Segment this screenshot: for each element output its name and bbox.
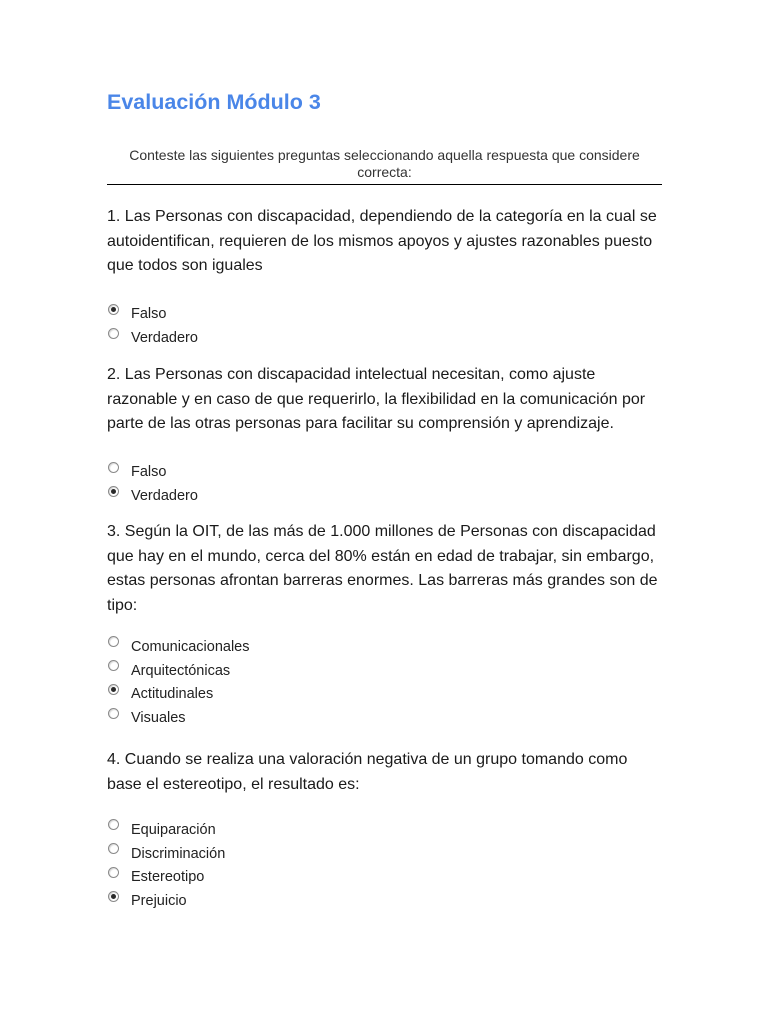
option-label: Arquitectónicas xyxy=(131,662,231,679)
question-1 xyxy=(107,205,662,350)
page-title: Evaluación Módulo 3 xyxy=(107,90,321,114)
question-4 xyxy=(107,748,662,913)
question-text: 4. Cuando se realiza una valoración negativa de un grupo tomando como base el estereotipo, el resultado es: xyxy=(107,751,628,793)
radio-button[interactable] xyxy=(108,891,119,902)
instructions-text: Conteste las siguientes preguntas seleccionando aquella respuesta que considere correcta: xyxy=(129,147,640,180)
question-text: 2. Las Personas con discapacidad intelectual necesitan, como ajuste razonable y en caso de que requerirlo, la flexibilidad en la comunicación por parte de las otras personas para facilitar su comprensión y aprendizaje. xyxy=(107,366,646,432)
option-arquitectonicas[interactable] xyxy=(107,659,662,683)
question-text: 1. Las Personas con discapacidad, dependiendo de la categoría en la cual se autoidentifican, requieren de los mismos apoyos y ajustes razonables puesto que todos son iguales xyxy=(107,208,657,274)
radio-button[interactable] xyxy=(108,486,119,497)
option-discriminacion[interactable] xyxy=(107,842,662,866)
option-falso[interactable] xyxy=(107,303,662,327)
radio-button[interactable] xyxy=(108,328,119,339)
radio-button[interactable] xyxy=(108,462,119,473)
radio-button[interactable] xyxy=(108,636,119,647)
option-prejuicio[interactable] xyxy=(107,889,662,913)
radio-button[interactable] xyxy=(108,708,119,719)
option-label: Actitudinales xyxy=(131,686,214,703)
radio-button[interactable] xyxy=(108,660,119,671)
divider xyxy=(107,184,662,185)
option-estereotipo[interactable] xyxy=(107,866,662,890)
option-label: Discriminación xyxy=(131,845,226,862)
option-label: Comunicacionales xyxy=(131,638,250,655)
question-2 xyxy=(107,363,662,508)
option-label: Equiparación xyxy=(131,821,216,838)
option-label: Estereotipo xyxy=(131,869,205,886)
radio-button[interactable] xyxy=(108,304,119,315)
option-label: Verdadero xyxy=(131,488,198,505)
answer-options xyxy=(107,303,662,351)
option-equiparacion[interactable] xyxy=(107,818,662,842)
option-verdadero[interactable] xyxy=(107,484,662,508)
option-label: Prejuicio xyxy=(131,893,187,910)
question-3 xyxy=(107,520,662,730)
option-visuales[interactable] xyxy=(107,706,662,730)
radio-button[interactable] xyxy=(108,867,119,878)
option-label: Visuales xyxy=(131,710,186,727)
option-label: Falso xyxy=(131,306,167,323)
option-actitudinales[interactable] xyxy=(107,683,662,707)
answer-options xyxy=(107,635,662,730)
option-falso[interactable] xyxy=(107,461,662,485)
question-text: 3. Según la OIT, de las más de 1.000 millones de Personas con discapacidad que hay en el mundo, cerca del 80% están en edad de trabajar, sin embargo, estas personas afrontan barreras enormes. Las barreras más grandes son de tipo: xyxy=(107,523,658,614)
radio-button[interactable] xyxy=(108,684,119,695)
option-comunicacionales[interactable] xyxy=(107,635,662,659)
answer-options xyxy=(107,461,662,509)
option-verdadero[interactable] xyxy=(107,326,662,350)
answer-options xyxy=(107,818,662,913)
option-label: Falso xyxy=(131,464,167,481)
radio-button[interactable] xyxy=(108,843,119,854)
option-label: Verdadero xyxy=(131,330,198,347)
radio-button[interactable] xyxy=(108,819,119,830)
